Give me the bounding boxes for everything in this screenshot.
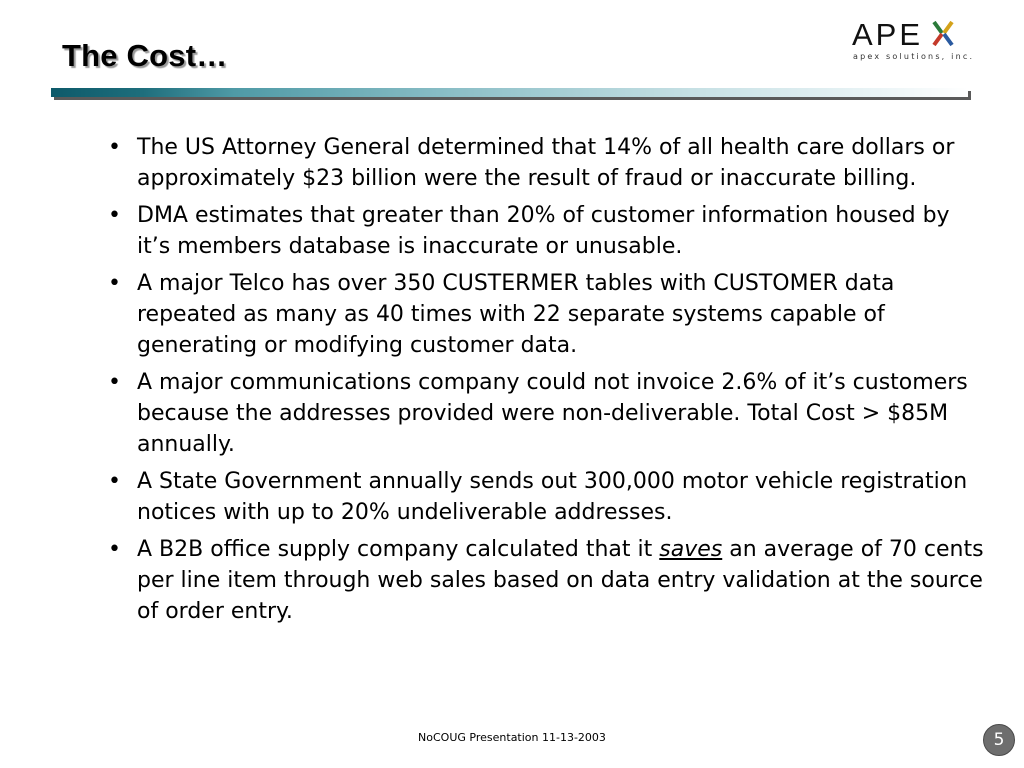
bullet-list xyxy=(108,132,988,633)
bullet-dot: • xyxy=(108,370,121,395)
page-number-badge: 5 xyxy=(983,724,1015,756)
bullet-dot: • xyxy=(108,135,121,160)
slide-title: The Cost… xyxy=(62,38,228,73)
bullet-text: DMA estimates that greater than 20% of customer information housed by it’s members database is inaccurate or unusable. xyxy=(137,203,950,259)
svg-text:APE: APE xyxy=(852,17,924,52)
bullet-dot: • xyxy=(108,271,121,296)
bullet-item xyxy=(108,132,988,194)
bullet-text: A State Government annually sends out 300,000 motor vehicle registration notices with up to 20% undeliverable addresses. xyxy=(137,469,968,525)
bullet-text: A major Telco has over 350 CUSTERMER tables with CUSTOMER data repeated as many as 40 times with 22 separate systems capable of generating or modifying customer data. xyxy=(137,271,895,358)
bullet-item xyxy=(108,534,988,627)
bullet-text-post: an average of 70 cents per line item through web sales based on data entry validation at the source of order entry. xyxy=(137,537,984,624)
bullet-dot: • xyxy=(108,537,121,562)
bullet-item xyxy=(108,367,988,460)
bullet-text-pre: A B2B office supply company calculated that it xyxy=(137,537,660,562)
bullet-item xyxy=(108,268,988,361)
bullet-text: A major communications company could not invoice 2.6% of it’s customers because the addresses provided were non-deliverable. Total Cost > $85M annually. xyxy=(137,370,968,457)
bullet-emphasis: saves xyxy=(659,537,723,562)
bullet-dot: • xyxy=(108,469,121,494)
logo-tagline: apex solutions, inc. xyxy=(853,52,975,61)
footer-text: NoCOUG Presentation 11-13-2003 xyxy=(418,731,606,744)
title-underline-bar xyxy=(51,88,968,97)
bullet-dot: • xyxy=(108,203,121,228)
bullet-text: The US Attorney General determined that 14% of all health care dollars or approximately $23 billion were the result of fraud or inaccurate billing. xyxy=(137,135,955,191)
bullet-item xyxy=(108,200,988,262)
bullet-item xyxy=(108,466,988,528)
